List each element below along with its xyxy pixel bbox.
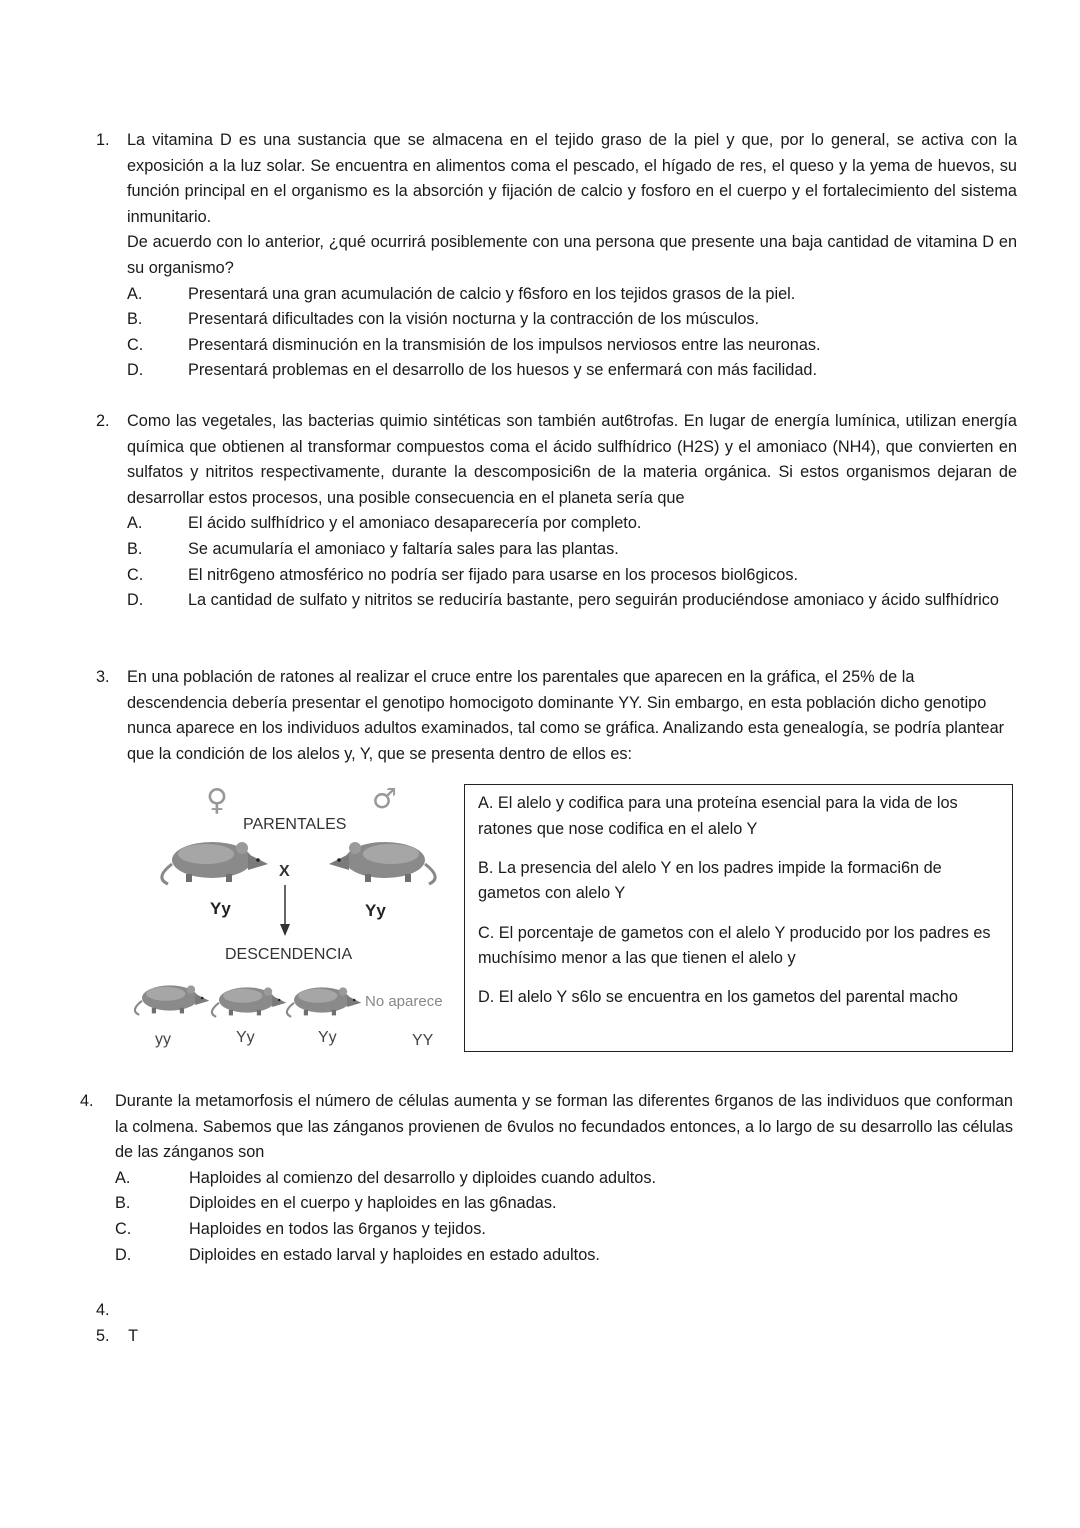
missing-label: No aparece — [365, 993, 443, 1010]
offspring-genotype: YY — [412, 1032, 434, 1049]
offspring-mouse — [212, 987, 286, 1016]
question-text: Como las vegetales, las bacterias quimio sintéticas son también aut6trofas. En lugar de energía lumínica, utilizan energía química que obtienen al transformar compuestos coma el ácido sulfhídrico (H2S) y el amoniaco (NH4), que convierten en sulfatos y nitritos respectivamente, durante la descomposici6n de la materia orgánica. Si estos organismos dejaran de desarrollar estos procesos, una posible consecuencia en el planeta sería que — [127, 412, 1017, 507]
question-number: 4. — [80, 1092, 94, 1110]
list-number: 5. — [96, 1327, 110, 1345]
answer-a: A. El alelo y codifica para una proteína esencial para la vida de los ratones que nose codifica en el alelo Y — [478, 794, 958, 838]
offspring-label: DESCENDENCIA — [225, 946, 353, 963]
option-b: B. Presentará dificultades con la visión nocturna y la contracción de los músculos. — [127, 310, 760, 329]
question-number: 1. — [96, 131, 110, 149]
option-d: D. Diploides en estado larval y haploides en estado adultos. — [115, 1245, 600, 1264]
offspring-genotype: Yy — [318, 1029, 337, 1046]
option-c: C. El nitr6geno atmosférico no podría ser fijado para usarse en los procesos biol6gicos. — [127, 565, 798, 584]
cross-symbol: X — [279, 863, 290, 880]
offspring-mouse — [287, 987, 361, 1016]
answer-b: B. La presencia del alelo Y en los padres impide la formaci6n de gametos con alelo Y — [478, 858, 942, 903]
question-text: La vitamina D es una sustancia que se almacena en el tejido graso de la piel y que, por lo general, se activa con la exposición a la luz solar. Se encuentra en alimentos coma el pescado, el hígado de res, el queso y la yema de huevos, su función principal en el organismo es la absorción y fijación de calcio y fosforo en el cuerpo y el fortalecimiento del sistema inmunitario. — [127, 131, 1017, 226]
question-number: 3. — [96, 668, 110, 686]
option-a: A. Presentará una gran acumulación de calcio y f6sforo en los tejidos grasos de la piel. — [127, 284, 796, 303]
offspring-genotype: yy — [155, 1031, 171, 1048]
option-b: B. Se acumularía el amoniaco y faltaría sales para las plantas. — [127, 539, 619, 558]
answer-d: D. El alelo Y s6lo se encuentra en los gametos del parental macho — [478, 988, 958, 1007]
option-c: C. Haploides en todos las 6rganos y tejidos. — [115, 1219, 486, 1238]
question-prompt: De acuerdo con lo anterior, ¿qué ocurrirá posiblemente con una persona que presente una baja cantidad de vitamina D en su organismo? — [127, 233, 1017, 277]
option-a: A. El ácido sulfhídrico y el amoniaco desaparecería por completo. — [127, 514, 642, 533]
option-a: A. Haploides al comienzo del desarrollo y diploides cuando adultos. — [115, 1168, 657, 1187]
genealogy-figure — [130, 780, 465, 1060]
offspring-genotype: Yy — [236, 1029, 255, 1046]
answer-c: C. El porcentaje de gametos con el alelo Y producido por los padres es muchísimo menor a las que tienen el alelo y — [478, 923, 991, 968]
parent-female-mouse — [162, 842, 268, 884]
question-text: Durante la metamorfosis el número de células aumenta y se forman las diferentes 6rganos de las individuos que conforman la colmena. Sabemos que las zánganos provienen de 6vulos no fecundados entonces, a lo largo de su desarrollo las células de las zánganos son — [115, 1092, 1013, 1162]
parent-male-mouse — [329, 842, 435, 884]
trailing-item-4 — [96, 1298, 124, 1324]
question-text: En una población de ratones al realizar el cruce entre los parentales que aparecen en la gráfica, el 25% de la descendencia debería presentar el genotipo homocigoto dominante YY. Sin embargo, en esta población dicho genotipo nunca aparece en los individuos adultos examinados, tal como se gráfica. Analizando esta genealogía, se podría plantear que la condición de los alelos y, Y, que se presenta dentro de ellos es: — [127, 668, 1005, 763]
descent-arrowhead — [280, 924, 290, 936]
trailing-item-5 — [96, 1324, 138, 1350]
option-d: D. La cantidad de sulfato y nitritos se reduciría bastante, pero seguirán produciéndose amoniaco y ácido sulfhídrico — [127, 591, 999, 610]
offspring-mouse — [135, 985, 209, 1014]
question-number: 2. — [96, 412, 110, 430]
option-c: C. Presentará disminución en la transmisión de los impulsos nerviosos entre las neuronas. — [127, 335, 821, 354]
list-number: 4. — [96, 1301, 110, 1319]
male-symbol: ♂ — [372, 782, 398, 815]
option-b: B. Diploides en el cuerpo y haploides en las g6nadas. — [115, 1194, 557, 1213]
female-symbol: ♀ — [206, 783, 228, 818]
answers-box — [464, 784, 1013, 1052]
parents-label: PARENTALES — [243, 816, 347, 833]
list-text: T — [128, 1327, 139, 1345]
parent-male-genotype: Yy — [365, 901, 386, 920]
option-d: D. Presentará problemas en el desarrollo de los huesos y se enfermará con más facilidad. — [127, 361, 817, 380]
parent-female-genotype: Yy — [210, 899, 231, 918]
